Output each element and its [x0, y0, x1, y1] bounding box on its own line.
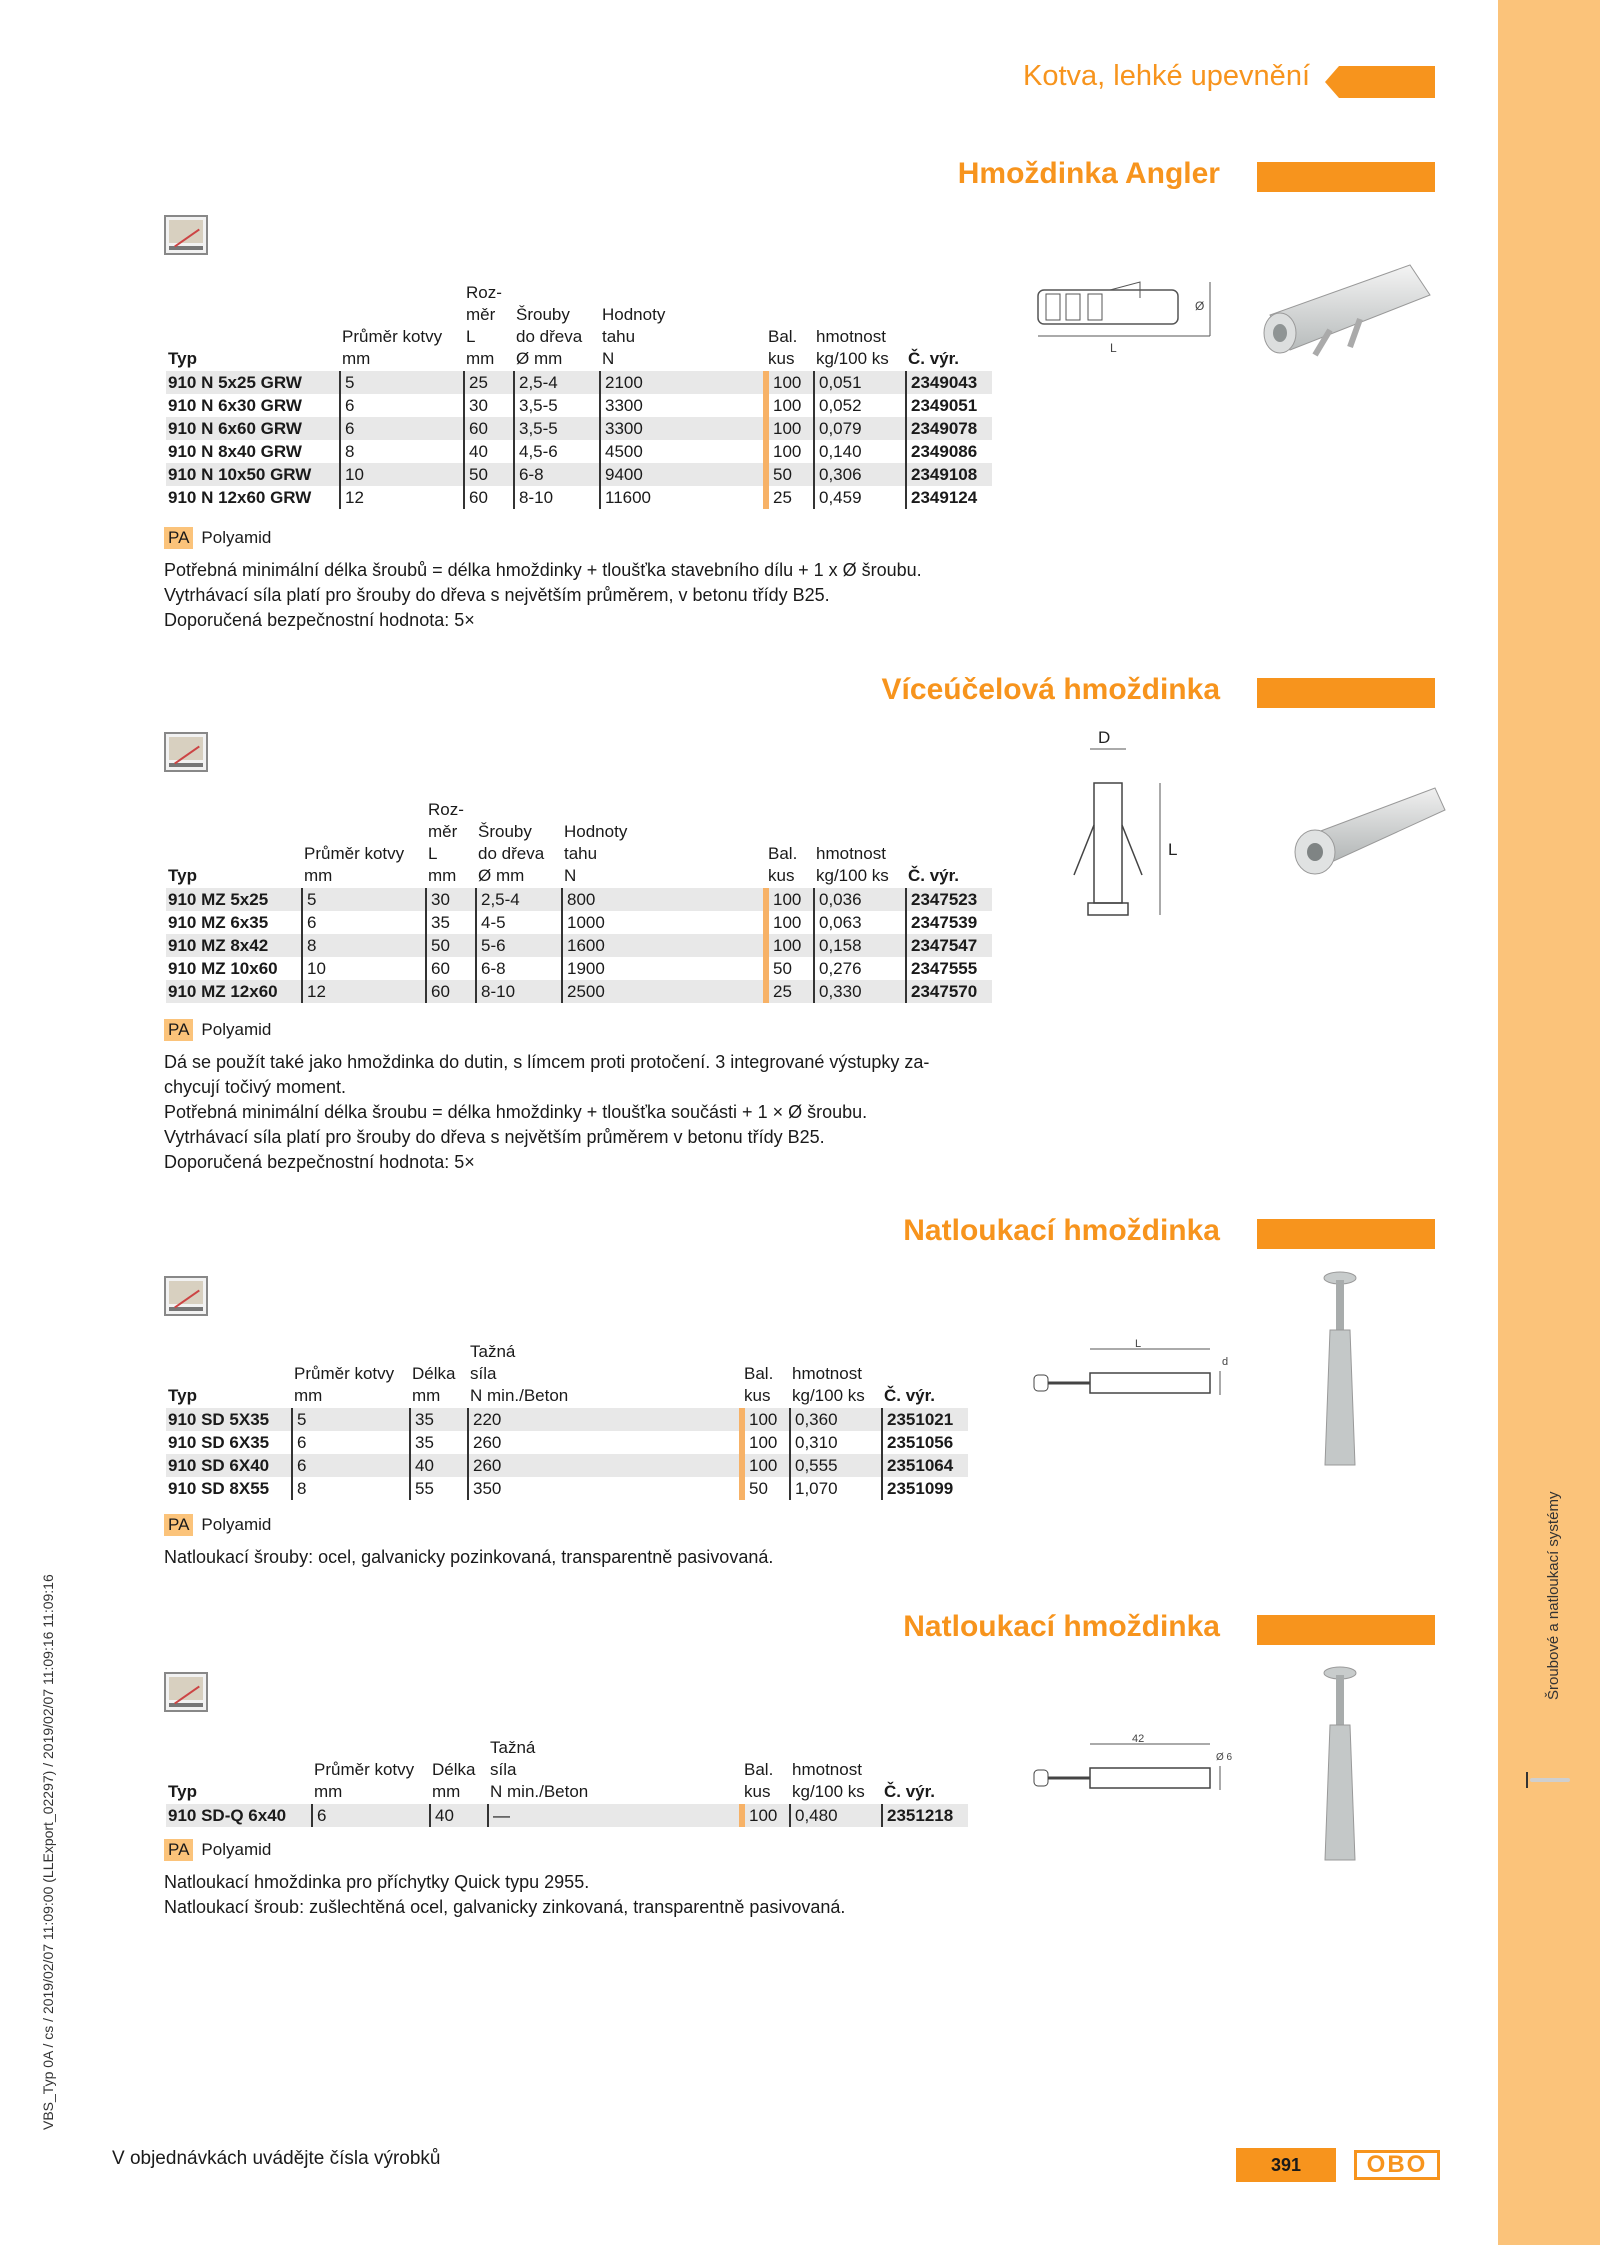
table-row: 910 N 5x25 GRW 5 25 2,5-4 2100 100 0,051 2349043 — [166, 371, 992, 394]
hammer-anchor-quick-product-photo — [1300, 1665, 1380, 1875]
col-pull-header: Hodnoty tahu N — [564, 822, 628, 885]
col-pack-header: Bal. kus — [744, 1760, 774, 1801]
col-screws-header: Šrouby do dřeva Ø mm — [516, 305, 583, 368]
section-notes: Natloukací šrouby: ocel, galvanicky pozinkovaná, transparentně pasivovaná. — [164, 1547, 774, 1567]
svg-text:d: d — [1222, 1356, 1229, 1368]
col-pack-header: Bal. kus — [768, 327, 798, 368]
table-row: 910 N 8x40 GRW 8 40 4,5-6 4500 100 0,140 2349086 — [166, 440, 992, 463]
col-type-header: Typ — [168, 866, 197, 885]
col-pull-header: Hodnoty tahu N — [602, 305, 666, 368]
hammer-anchor-technical-drawing — [1030, 1335, 1230, 1405]
col-article-header: Č. výr. — [884, 1386, 936, 1405]
col-article-header: Č. výr. — [908, 349, 960, 368]
table-row: 910 MZ 5x25 5 30 2,5-4 800 100 0,036 2347523 — [166, 888, 992, 911]
table-row: 910 SD 8X55 8 55 350 50 1,070 2351099 — [166, 1477, 968, 1500]
section-bar — [1257, 678, 1435, 708]
col-size-header: Roz- měr L mm — [466, 283, 502, 368]
svg-text:Ø: Ø — [1195, 299, 1205, 313]
section-notes: Dá se použít také jako hmoždinka do dutin, s límcem proti protočení. 3 integrované výstupky za- chycují točivý moment. Potřebná minimální délka šroubu = délka hmoždinky + tloušťka součásti + 1 × Ø šroubu. Vytrhávací síla platí pro šrouby do dřeva s největším průměrem v betonu třídy B25. Doporučená bezpečnostní hodnota: 5× — [164, 1052, 930, 1172]
sidebar-tick-icon — [1530, 1778, 1570, 1782]
table-row: 910 N 10x50 GRW 10 50 6-8 9400 50 0,306 2349108 — [166, 463, 992, 486]
sidebar-category-label: Šroubové a natloukací systémy — [1545, 1491, 1562, 1700]
section-bar — [1257, 1219, 1435, 1249]
col-pullforce-header: Tažná síla N min./Beton — [490, 1738, 589, 1801]
angler-technical-drawing — [1030, 270, 1230, 360]
table-row: 910 N 6x60 GRW 6 60 3,5-5 3300 100 0,079 2349078 — [166, 417, 992, 440]
section-notes: Natloukací hmoždinka pro příchytky Quick typu 2955. Natloukací šroub: zušlechtěná ocel, galvanicky zinkovaná, transparentně pasivovaná. — [164, 1872, 846, 1917]
col-diameter-header: Průměr kotvy mm — [304, 844, 405, 885]
certification-icon — [164, 1276, 208, 1316]
hammer-anchor-product-photo — [1300, 1270, 1380, 1480]
table-row: 910 MZ 10x60 10 60 6-8 1900 50 0,276 2347555 — [166, 957, 992, 980]
order-note: V objednávkách uvádějte čísla výrobků — [112, 2148, 441, 2169]
table-row: 910 SD 6X40 6 40 260 100 0,555 2351064 — [166, 1454, 968, 1477]
angler-product-photo — [1260, 255, 1440, 375]
page-category-title: Kotva, lehké upevnění — [1023, 60, 1310, 92]
hammer-anchor-quick-technical-drawing — [1030, 1730, 1233, 1800]
col-length-header: Délka mm — [412, 1364, 456, 1405]
col-article-header: Č. výr. — [908, 866, 960, 885]
spec-table-multipurpose — [166, 799, 992, 1003]
brand-logo: OBO — [1354, 2150, 1440, 2180]
col-article-header: Č. výr. — [884, 1782, 936, 1801]
section-notes: Potřebná minimální délka šroubů = délka hmoždinky + tloušťka stavebního dílu + 1 x Ø šroubu. Vytrhávací síla platí pro šrouby do dřeva s největším průměrem, v betonu třídy B25. Doporučená bezpečnostní hodnota: 5× — [164, 560, 922, 630]
section-title-hammer-anchor: Natloukací hmoždinka — [903, 1214, 1220, 1247]
side-band — [1498, 0, 1600, 2245]
col-type-header: Typ — [168, 349, 197, 368]
section-bar — [1257, 1615, 1435, 1645]
col-pack-header: Bal. kus — [768, 844, 798, 885]
svg-text:L: L — [1135, 1338, 1142, 1350]
certification-icon — [164, 215, 208, 255]
multipurpose-technical-drawing — [1060, 725, 1190, 945]
spec-table-hammer-anchor — [166, 1341, 968, 1500]
svg-text:D: D — [1098, 728, 1111, 747]
section-title-hammer-anchor-quick: Natloukací hmoždinka — [903, 1610, 1220, 1643]
header-arrow-bar — [1325, 66, 1435, 98]
svg-text:L: L — [1168, 840, 1178, 859]
print-metadata: VBS_Typ 0A / cs / 2019/02/07 11:09:00 (LLExport_02297) / 2019/02/07 11:09:16 11:09:16 — [40, 1574, 56, 2130]
col-pack-header: Bal. kus — [744, 1364, 774, 1405]
col-diameter-header: Průměr kotvy mm — [342, 327, 443, 368]
svg-text:L: L — [1110, 341, 1117, 355]
sidebar-tick-mark — [1526, 1772, 1528, 1788]
certification-icon — [164, 732, 208, 772]
table-row: 910 SD 5X35 5 35 220 100 0,360 2351021 — [166, 1408, 968, 1431]
table-row: 910 MZ 12x60 12 60 8-10 2500 25 0,330 2347570 — [166, 980, 992, 1003]
col-weight-header: hmotnost kg/100 ks — [792, 1364, 865, 1405]
spec-table-hammer-anchor-quick — [166, 1737, 968, 1827]
col-type-header: Typ — [168, 1386, 197, 1405]
table-row: 910 MZ 6x35 6 35 4-5 1000 100 0,063 2347539 — [166, 911, 992, 934]
col-length-header: Délka mm — [432, 1760, 476, 1801]
multipurpose-product-photo — [1285, 780, 1455, 890]
section-title-angler: Hmoždinka Angler — [957, 157, 1220, 190]
col-weight-header: hmotnost kg/100 ks — [792, 1760, 865, 1801]
col-screws-header: Šrouby do dřeva Ø mm — [478, 822, 545, 885]
material-legend: PA Polyamid — [164, 1839, 271, 1861]
table-row: 910 N 6x30 GRW 6 30 3,5-5 3300 100 0,052 2349051 — [166, 394, 992, 417]
table-row: 910 MZ 8x42 8 50 5-6 1600 100 0,158 2347547 — [166, 934, 992, 957]
material-legend: PA Polyamid — [164, 1514, 271, 1536]
table-row: 910 SD-Q 6x40 6 40 — 100 0,480 2351218 — [166, 1804, 968, 1827]
material-legend: PA Polyamid — [164, 1019, 271, 1041]
svg-text:Ø 6: Ø 6 — [1216, 1752, 1233, 1763]
table-row: 910 N 12x60 GRW 12 60 8-10 11600 25 0,459 2349124 — [166, 486, 992, 509]
col-weight-header: hmotnost kg/100 ks — [816, 327, 889, 368]
section-bar — [1257, 162, 1435, 192]
spec-table-angler — [166, 282, 992, 509]
material-legend: PA Polyamid — [164, 527, 271, 549]
section-title-multipurpose: Víceúčelová hmoždinka — [881, 673, 1220, 706]
col-diameter-header: Průměr kotvy mm — [314, 1760, 415, 1801]
page-number: 391 — [1236, 2148, 1336, 2182]
col-type-header: Typ — [168, 1782, 197, 1801]
col-diameter-header: Průměr kotvy mm — [294, 1364, 395, 1405]
col-size-header: Roz- měr L mm — [428, 800, 464, 885]
certification-icon — [164, 1672, 208, 1712]
svg-text:42: 42 — [1132, 1733, 1145, 1745]
col-weight-header: hmotnost kg/100 ks — [816, 844, 889, 885]
table-row: 910 SD 6X35 6 35 260 100 0,310 2351056 — [166, 1431, 968, 1454]
col-pullforce-header: Tažná síla N min./Beton — [470, 1342, 569, 1405]
